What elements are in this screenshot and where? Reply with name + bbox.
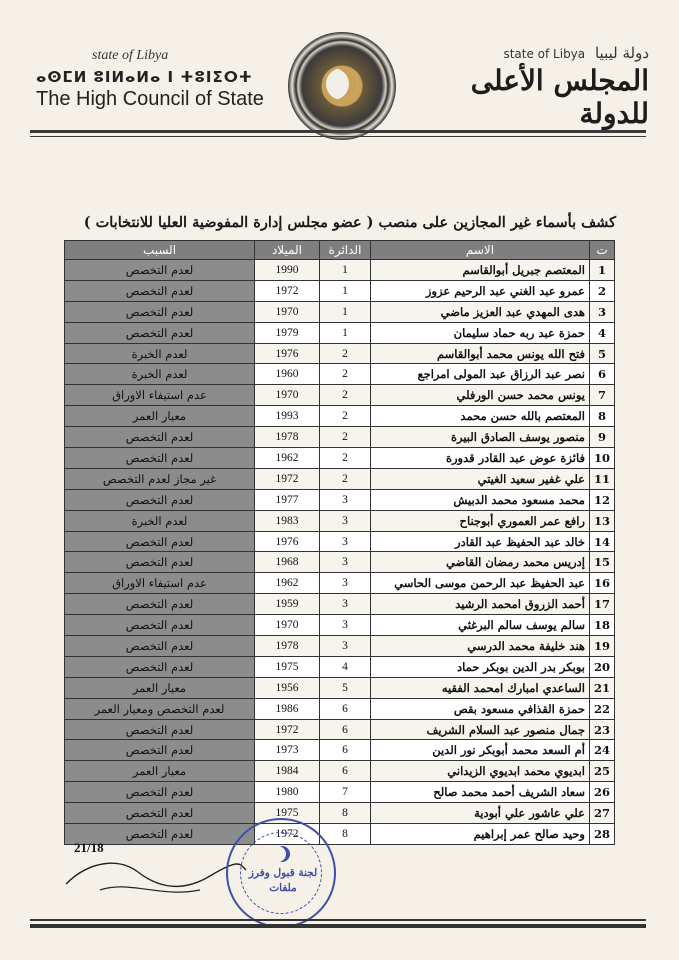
row-name: المعتصم بالله حسن محمد (370, 406, 589, 427)
table-row (65, 824, 615, 845)
header-district: الدائرة (319, 241, 370, 260)
row-number: 6 (589, 364, 614, 385)
row-birth-year: 1993 (254, 406, 319, 427)
row-district: 3 (319, 615, 370, 636)
row-birth-year: 1968 (254, 552, 319, 573)
table-row (65, 636, 615, 657)
row-name: الساعدي امبارك امحمد الفقيه (370, 677, 589, 698)
row-number: 7 (589, 385, 614, 406)
row-name: وحيد صالح عمر إبراهيم (370, 824, 589, 845)
header-reason: السبب (65, 241, 255, 260)
table-row (65, 573, 615, 594)
row-reason: معيار العمر (65, 406, 255, 427)
row-name: عبد الحفيظ عبد الرحمن موسى الحاسي (370, 573, 589, 594)
table-row (65, 531, 615, 552)
row-district: 6 (319, 698, 370, 719)
row-number: 11 (589, 468, 614, 489)
row-birth-year: 1972 (254, 468, 319, 489)
row-district: 6 (319, 719, 370, 740)
row-district: 2 (319, 343, 370, 364)
table-row (65, 280, 615, 301)
row-name: خالد عبد الحفيظ عبد القادر (370, 531, 589, 552)
row-name: حمزة القذافي مسعود بقص (370, 698, 589, 719)
table-row (65, 260, 615, 281)
row-reason: لعدم التخصص (65, 552, 255, 573)
row-number: 2 (589, 280, 614, 301)
row-district: 3 (319, 594, 370, 615)
row-name: محمد مسعود محمد الدبيش (370, 489, 589, 510)
council-emblem-logo (288, 32, 396, 140)
row-birth-year: 1973 (254, 740, 319, 761)
row-birth-year: 1986 (254, 698, 319, 719)
table-row (65, 489, 615, 510)
row-reason: عدم استيفاء الاوراق (65, 385, 255, 406)
row-name: نصر عبد الرزاق عبد المولى امراجع (370, 364, 589, 385)
row-birth-year: 1959 (254, 594, 319, 615)
table-row (65, 615, 615, 636)
row-name: علي غفير سعيد الغيتي (370, 468, 589, 489)
row-district: 3 (319, 531, 370, 552)
row-reason: لعدم التخصص (65, 782, 255, 803)
row-name: سعاد الشريف أحمد محمد صالح (370, 782, 589, 803)
row-birth-year: 1960 (254, 364, 319, 385)
row-reason: لعدم التخصص (65, 656, 255, 677)
row-name: ابديوي محمد ابديوي الزيداني (370, 761, 589, 782)
row-district: 8 (319, 803, 370, 824)
row-birth-year: 1983 (254, 510, 319, 531)
row-reason: معيار العمر (65, 677, 255, 698)
row-number: 15 (589, 552, 614, 573)
council-name-ar: المجلس الأعلى للدولة (470, 64, 649, 130)
row-name: هدى المهدي عبد العزيز ماضي (370, 301, 589, 322)
row-number: 12 (589, 489, 614, 510)
row-number: 5 (589, 343, 614, 364)
header-divider-thin (30, 136, 646, 137)
table-row (65, 448, 615, 469)
state-of-libya-en-left: state of Libya (92, 48, 169, 63)
row-birth-year: 1956 (254, 677, 319, 698)
row-number: 22 (589, 698, 614, 719)
row-birth-year: 1970 (254, 385, 319, 406)
row-reason: عدم استيفاء الاوراق (65, 573, 255, 594)
row-reason: لعدم التخصص (65, 594, 255, 615)
row-reason: لعدم التخصص (65, 448, 255, 469)
row-reason: معيار العمر (65, 761, 255, 782)
row-reason: لعدم التخصص ومعيار العمر (65, 698, 255, 719)
row-birth-year: 1972 (254, 719, 319, 740)
row-district: 1 (319, 260, 370, 281)
row-district: 2 (319, 468, 370, 489)
row-reason: لعدم الخبرة (65, 343, 255, 364)
state-of-libya-row (409, 44, 649, 62)
row-reason: لعدم الخبرة (65, 510, 255, 531)
stamp-crescent-icon (274, 846, 290, 862)
row-district: 3 (319, 510, 370, 531)
page-number: 21/18 (74, 840, 104, 855)
row-number: 25 (589, 761, 614, 782)
council-name-en: The High Council of State (36, 88, 264, 110)
row-number: 23 (589, 719, 614, 740)
row-district: 6 (319, 761, 370, 782)
table-row (65, 301, 615, 322)
table-row (65, 385, 615, 406)
row-reason: لعدم التخصص (65, 427, 255, 448)
table-row (65, 406, 615, 427)
row-reason: لعدم التخصص (65, 322, 255, 343)
row-district: 2 (319, 406, 370, 427)
table-row (65, 427, 615, 448)
row-birth-year: 1978 (254, 427, 319, 448)
table-row (65, 468, 615, 489)
row-reason: لعدم التخصص (65, 615, 255, 636)
row-name: هند خليفة محمد الدرسي (370, 636, 589, 657)
row-reason: غير مجاز لعدم التخصص (65, 468, 255, 489)
table-header-row (65, 241, 615, 260)
row-name: سالم يوسف سالم البرغثي (370, 615, 589, 636)
table-row (65, 803, 615, 824)
row-number: 17 (589, 594, 614, 615)
table-row (65, 740, 615, 761)
row-district: 3 (319, 636, 370, 657)
table-body (65, 260, 615, 845)
row-number: 21 (589, 677, 614, 698)
header-right (409, 44, 649, 130)
row-district: 1 (319, 301, 370, 322)
row-name: أم السعد محمد أبوبكر نور الدين (370, 740, 589, 761)
row-district: 5 (319, 677, 370, 698)
row-number: 24 (589, 740, 614, 761)
row-birth-year: 1979 (254, 322, 319, 343)
row-birth-year: 1972 (254, 280, 319, 301)
header-birth-year: الميلاد (254, 241, 319, 260)
row-name: رافع عمر العموري أبوجناح (370, 510, 589, 531)
row-reason: لعدم التخصص (65, 636, 255, 657)
row-name: المعتصم جبريل أبوالقاسم (370, 260, 589, 281)
row-birth-year: 1962 (254, 448, 319, 469)
row-reason: لعدم الخبرة (65, 364, 255, 385)
row-district: 2 (319, 385, 370, 406)
row-number: 13 (589, 510, 614, 531)
row-number: 14 (589, 531, 614, 552)
row-reason: لعدم التخصص (65, 489, 255, 510)
row-name: علي عاشور علي أبودية (370, 803, 589, 824)
table-row (65, 343, 615, 364)
table-row (65, 782, 615, 803)
candidates-table (64, 240, 615, 845)
row-number: 19 (589, 636, 614, 657)
table-row (65, 322, 615, 343)
row-birth-year: 1990 (254, 260, 319, 281)
footer-divider-thin (30, 919, 646, 921)
row-birth-year: 1970 (254, 615, 319, 636)
row-reason: لعدم التخصص (65, 803, 255, 824)
row-name: منصور يوسف الصادق البيرة (370, 427, 589, 448)
row-birth-year: 1975 (254, 803, 319, 824)
row-district: 2 (319, 448, 370, 469)
row-number: 9 (589, 427, 614, 448)
row-district: 8 (319, 824, 370, 845)
signature (60, 850, 250, 910)
row-birth-year: 1970 (254, 301, 319, 322)
header-left (36, 48, 286, 111)
row-birth-year: 1975 (254, 656, 319, 677)
row-name: يونس محمد حسن الورفلي (370, 385, 589, 406)
row-name: أحمد الزروق امحمد الرشيد (370, 594, 589, 615)
row-number: 8 (589, 406, 614, 427)
row-reason: لعدم التخصص (65, 301, 255, 322)
crescent-star-icon (326, 68, 358, 100)
row-number: 27 (589, 803, 614, 824)
row-district: 1 (319, 322, 370, 343)
footer-divider-thick (30, 924, 646, 928)
row-district: 3 (319, 573, 370, 594)
table-row (65, 364, 615, 385)
row-district: 6 (319, 740, 370, 761)
row-birth-year: 1976 (254, 343, 319, 364)
row-name: حمزة عبد ربه حماد سليمان (370, 322, 589, 343)
row-reason: لعدم التخصص (65, 280, 255, 301)
row-birth-year: 1984 (254, 761, 319, 782)
header-divider-thick (30, 130, 646, 133)
row-number: 18 (589, 615, 614, 636)
state-of-libya-ar: دولة ليبيا (594, 44, 649, 62)
row-name: بوبكر بدر الدين بوبكر حماد (370, 656, 589, 677)
row-district: 2 (319, 427, 370, 448)
row-district: 4 (319, 656, 370, 677)
document-title: كشف بأسماء غير المجازين على منصب ( عضو مجلس إدارة المفوضية العليا للانتخابات ) (83, 214, 616, 231)
row-reason: لعدم التخصص (65, 260, 255, 281)
row-birth-year: 1980 (254, 782, 319, 803)
row-district: 3 (319, 489, 370, 510)
table-row (65, 510, 615, 531)
row-name: فائزة عوض عبد القادر قدورة (370, 448, 589, 469)
row-birth-year: 1972 (254, 824, 319, 845)
row-district: 3 (319, 552, 370, 573)
row-number: 3 (589, 301, 614, 322)
row-number: 4 (589, 322, 614, 343)
row-district: 1 (319, 280, 370, 301)
row-name: جمال منصور عبد السلام الشريف (370, 719, 589, 740)
council-name-tifinagh: ⴰⵙⵎⵍ ⵓⵏⵍⴰⵍⴰ ⵏ ⵜⵓⵏⵉⵔⵜ (36, 68, 253, 86)
row-name: عمرو عبد الغني عبد الرحيم عزوز (370, 280, 589, 301)
table-row (65, 594, 615, 615)
state-of-libya-en-right: state of Libya (503, 47, 586, 61)
row-name: فتح الله يونس محمد أبوالقاسم (370, 343, 589, 364)
row-district: 7 (319, 782, 370, 803)
table-row (65, 552, 615, 573)
row-number: 20 (589, 656, 614, 677)
row-birth-year: 1978 (254, 636, 319, 657)
row-birth-year: 1962 (254, 573, 319, 594)
row-number: 10 (589, 448, 614, 469)
row-birth-year: 1976 (254, 531, 319, 552)
table-row (65, 761, 615, 782)
row-number: 1 (589, 260, 614, 281)
table-row (65, 698, 615, 719)
row-district: 2 (319, 364, 370, 385)
row-reason: لعدم التخصص (65, 531, 255, 552)
row-number: 16 (589, 573, 614, 594)
table-row (65, 719, 615, 740)
row-reason: لعدم التخصص (65, 824, 255, 845)
row-birth-year: 1977 (254, 489, 319, 510)
header-name: الاسم (370, 241, 589, 260)
row-name: إدريس محمد رمضان القاضي (370, 552, 589, 573)
row-number: 28 (589, 824, 614, 845)
row-number: 26 (589, 782, 614, 803)
row-reason: لعدم التخصص (65, 719, 255, 740)
table-row (65, 656, 615, 677)
table-row (65, 677, 615, 698)
row-reason: لعدم التخصص (65, 740, 255, 761)
stamp-text: لجنة قبول وفرز ملفات (248, 867, 318, 894)
committee-stamp (226, 818, 336, 928)
header-no: ت (589, 241, 614, 260)
